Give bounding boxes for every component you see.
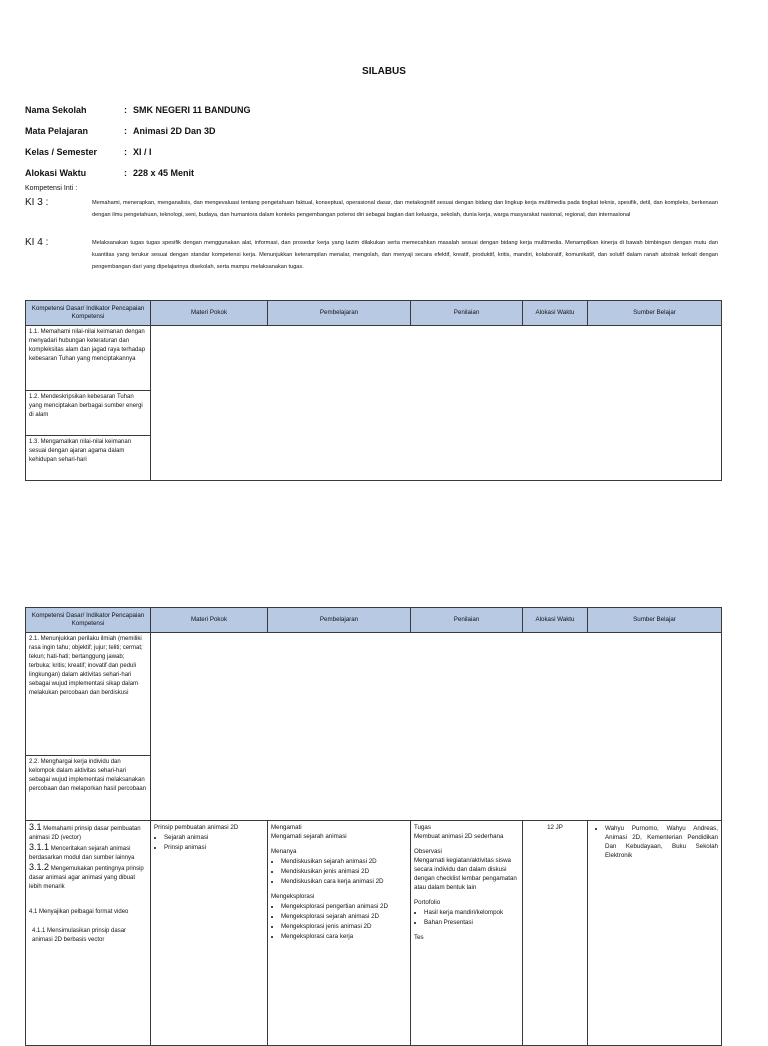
step-item: • Mengeksplorasi jenis animasi 2D <box>281 922 407 931</box>
assessment-heading: Tugas <box>414 824 431 831</box>
document-title: SILABUS <box>362 66 406 77</box>
pembelajaran-cell <box>268 821 411 1046</box>
info-label: Nama Sekolah <box>25 105 87 115</box>
header-alokasi: Alokasi Waktu <box>523 301 588 326</box>
materi-cell <box>151 821 268 1046</box>
header-kd: Kompetensi Dasar/ Indikator Pencapaian Kompetensi <box>26 608 151 633</box>
step-item: • Mengeksplorasi pengertian animasi 2D <box>281 902 407 911</box>
kd-cell: 1.2. Mendeskripsikan kebesaran Tuhan yang menciptakan berbagai sumber energi di alam <box>26 391 151 436</box>
kd-cell: 2.2. Menghargai kerja individu dan kelompok dalam aktivitas sehari-hari sebagai wujud implementasi melaksanakan percobaan dan melaporkan hasil percobaan <box>26 756 151 821</box>
info-label: Mata Pelajaran <box>25 126 89 136</box>
info-label: Kelas / Semester <box>25 147 98 157</box>
assessment-item: • Hasil kerja mandiri/kelompok <box>424 908 519 917</box>
table-header-row <box>26 301 722 326</box>
header-kd: Kompetensi Dasar/ Indikator Pencapaian Kompetensi <box>26 301 151 326</box>
info-value: 228 x 45 Menit <box>133 168 195 178</box>
ki3-tag: KI 3 : <box>25 197 49 208</box>
kd-3-1-1: Menceritakan sejarah animasi berdasarkan modul dan sumber lainnya <box>29 846 135 861</box>
kd-3-1: Memahami prinsip dasar pembuatan animasi 2D (vector) <box>29 826 141 841</box>
empty-cell <box>151 326 722 481</box>
ki-heading: Kompetensi Inti : <box>25 185 78 192</box>
sumber-cell <box>588 821 722 1046</box>
header-pembelajaran: Pembelajaran <box>268 608 411 633</box>
assessment-heading: Portofolio <box>414 899 441 906</box>
table-header-row <box>26 608 722 633</box>
kd-3-1-2: Mengemukakan pentingnya prinsip dasar animasi agar animasi yang dibuat lebih menarik <box>29 866 144 890</box>
materi-title: Prinsip pembuatan animasi 2D <box>154 824 239 831</box>
step-heading: Menanya <box>271 848 297 855</box>
table-row <box>26 633 722 756</box>
assessment-text: Mengamati kegiatan/aktivitas siswa secara individu dan dalam diskusi dengan checklist lembar pengamatan atau dalam bentuk lain <box>414 857 517 891</box>
step-item: • Mendiskusikan jenis animasi 2D <box>281 867 407 876</box>
info-value: SMK NEGERI 11 BANDUNG <box>133 105 251 115</box>
syllabus-table-1 <box>25 300 722 481</box>
assessment-heading: Tes <box>414 934 424 941</box>
info-value: Animasi 2D Dan 3D <box>133 126 216 136</box>
materi-item: • Prinsip animasi <box>164 843 264 852</box>
kd-cell: 3.1 Memahami prinsip dasar pembuatan animasi 2D (vector) 3.1.1 Menceritakan sejarah animasi berdasarkan modul dan sumber lainnya 3.1.2 Mengemukakan pentingnya prinsip dasar animasi agar animasi yang dibuat lebih menarik 4.1 Menyajikan pelbagai format video 4.1.1 Mensimulasikan prinsip dasar animasi 2D berbasis vector <box>26 821 151 1046</box>
header-sumber: Sumber Belajar <box>588 608 722 633</box>
kd-cell: 1.3. Mengamalkan nilai-nilai keimanan sesuai dengan ajaran agama dalam kehidupan sehari-hari <box>26 436 151 481</box>
source-item: • Wahyu Purnomo, Wahyu Andreas, Animasi 2D, Kementerian Pendidikan Dan Kebudayaan, Buku Sekolah Elektronik <box>605 824 718 860</box>
step-heading: Mengamati <box>271 824 302 831</box>
step-item: • Mendiskusikan sejarah animasi 2D <box>281 857 407 866</box>
step-item: • Mengeksplorasi cara kerja <box>281 932 407 941</box>
header-pembelajaran: Pembelajaran <box>268 301 411 326</box>
ki4-tag: KI 4 : <box>25 237 49 248</box>
ki3-text: Memahami, menerapkan, menganalisis, dan mengevaluasi tentang pengetahuan faktual, konseptual, operasional dasar, dan metakognitif sesuai dengan bidang dan lingkup kerja multimedia pada tingkat teknis, spesifik, detil, dan kompleks, berkenaan dengan ilmu pengetahuan, teknologi, seni, budaya, dan humaniora dalam konteks pengembangan potensi diri sebagai bagian dari keluarga, sekolah, dunia kerja, warga masyarakat nasional, regional, dan internasional <box>92 200 718 218</box>
header-penilaian: Penilaian <box>411 608 523 633</box>
kd-cell: 1.1. Memahami nilai-nilai keimanan dengan menyadari hubungan keteraturan dan kompleksitas alam dan jagad raya terhadap kebesaran Tuhan yang menciptakannya <box>26 326 151 391</box>
assessment-text: Membuat animasi 2D sederhana <box>414 833 504 840</box>
step-heading: Mengeksplorasi <box>271 893 315 900</box>
kd-cell: 2.1. Menunjukkan perilaku ilmiah (memiliki rasa ingin tahu; objektif; jujur; teliti; cermat; tekun; hati-hati; bertanggung jawab; terbuka; kritis; kreatif; inovatif dan peduli lingkungan) dalam aktivitas sehari-hari sebagai wujud implementasi sikap dalam melakukan percobaan dan berdiskusi <box>26 633 151 756</box>
kd-4-1-1: 4.1.1 Mensimulasikan prinsip dasar animasi 2D berbasis vector <box>32 928 127 943</box>
syllabus-table-2 <box>25 607 722 1046</box>
table-row <box>26 821 722 1046</box>
info-label: Alokasi Waktu <box>25 168 87 178</box>
assessment-heading: Observasi <box>414 848 442 855</box>
ki4-text: Melaksanakan tugas tugas spesifik dengan menggunakan alat, informasi, dan prosedur kerja yang lazim dilakukan serta memecahkan masalah sesuai dengan bidang kerja multimedia. Menampilkan kinerja di bawah bimbingan dengan mutu dan kuantitas yang terukur sesuai dengan standar kompetensi kerja. Menunjukkan keterampilan menalar, mengolah, dan menyaji secara efektif, kreatif, produktif, kritis, mandiri, kolaboratif, komunikatif, dan solutif dalam ranah abstrak terkait dengan pengembangan dari yang dipelajarinya disekolah, serta mampu melaksanakan tugas. <box>92 240 718 270</box>
materi-item: • Sejarah animasi <box>164 833 264 842</box>
info-value: XI / I <box>133 147 152 157</box>
table-row <box>26 326 722 391</box>
header-alokasi: Alokasi Waktu <box>523 608 588 633</box>
empty-cell <box>151 633 722 821</box>
header-materi: Materi Pokok <box>151 608 268 633</box>
step-item: • Mengeksplorasi sejarah animasi 2D <box>281 912 407 921</box>
header-sumber: Sumber Belajar <box>588 301 722 326</box>
penilaian-cell <box>411 821 523 1046</box>
step-item: • Mendiskusikan cara kerja animasi 2D <box>281 877 407 886</box>
header-penilaian: Penilaian <box>411 301 523 326</box>
alokasi-cell: 12 JP <box>523 821 588 1046</box>
assessment-item: • Bahan Presentasi <box>424 918 519 927</box>
header-materi: Materi Pokok <box>151 301 268 326</box>
kd-4-1: 4.1 Menyajikan pelbagai format video <box>29 909 129 915</box>
step-text: Mengamati sejarah animasi <box>271 833 347 840</box>
